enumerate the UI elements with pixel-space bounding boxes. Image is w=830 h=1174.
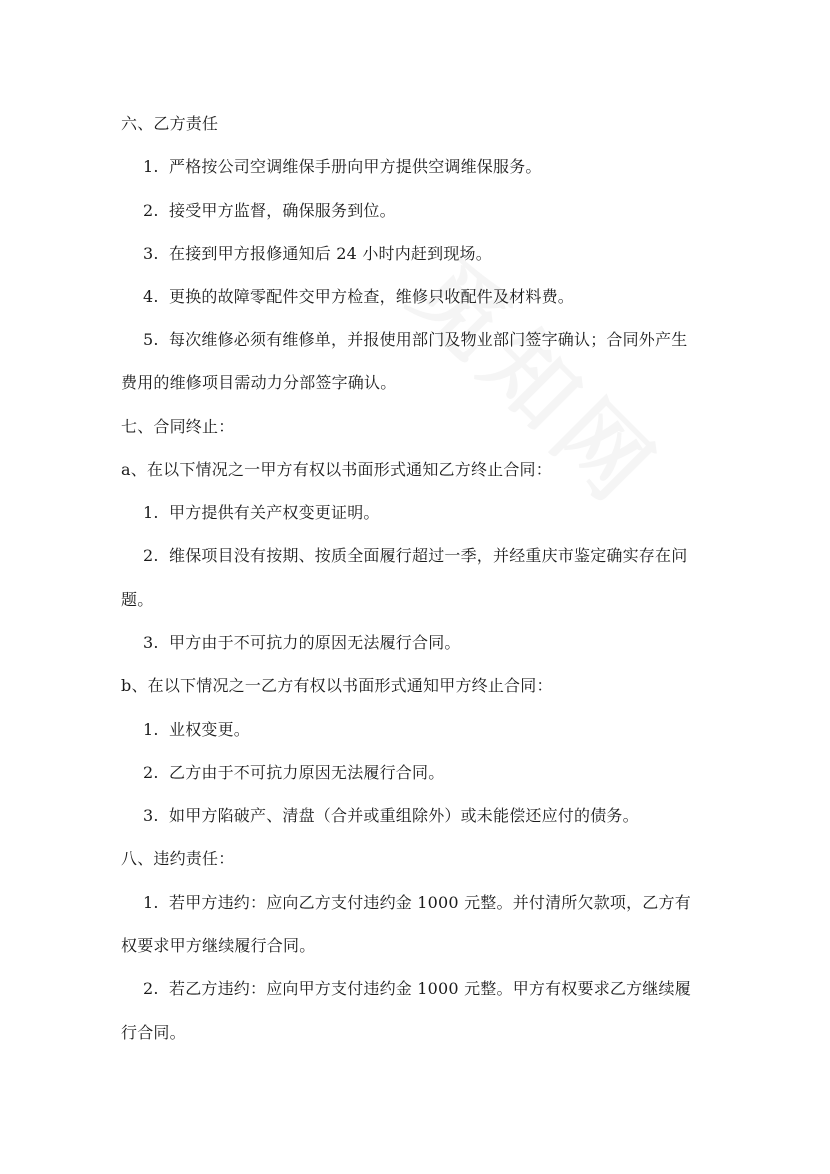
line-text: 费用的维修项目需动力分部签字确认。 <box>121 373 397 392</box>
line-text: 如甲方陷破产、清盘（合并或重组除外）或未能偿还应付的债务。 <box>169 806 639 825</box>
section-heading-8 <box>121 849 234 869</box>
line-text: 行合同。 <box>121 1023 186 1042</box>
list-number: 2. <box>143 979 159 998</box>
list-number: 1. <box>143 720 159 739</box>
line-text: 接受甲方监督，确保服务到位。 <box>169 201 396 220</box>
line-text: 甲方提供有关产权变更证明。 <box>169 503 380 522</box>
list-item <box>143 806 639 826</box>
continuation-line <box>121 936 315 956</box>
list-item <box>143 763 444 783</box>
line-text: 权要求甲方继续履行合同。 <box>121 936 316 955</box>
continuation-line <box>121 373 396 393</box>
line-text: a、在以下情况之一甲方有权以书面形式通知乙方终止合同： <box>121 460 552 479</box>
line-text: 六、乙方责任 <box>121 114 219 133</box>
list-item <box>143 893 691 913</box>
list-number: 4. <box>143 287 159 306</box>
subsection-heading-b <box>121 676 553 696</box>
line-text: 乙方由于不可抗力原因无法履行合同。 <box>169 763 445 782</box>
line-text: 业权变更。 <box>169 720 251 739</box>
list-number: 3. <box>143 806 159 825</box>
line-text: 若甲方违约：应向乙方支付违约金 1000 元整。并付清所欠款项，乙方有 <box>169 893 691 912</box>
list-item <box>143 201 396 221</box>
line-text: 八、违约责任： <box>121 849 235 868</box>
list-item <box>143 633 461 653</box>
continuation-line <box>121 1023 186 1043</box>
line-text: 在接到甲方报修通知后 24 小时内赶到现场。 <box>169 244 492 263</box>
list-number: 3. <box>143 633 159 652</box>
line-text: 更换的故障零配件交甲方检查，维修只收配件及材料费。 <box>169 287 575 306</box>
list-number: 3. <box>143 244 159 263</box>
line-text: 甲方由于不可抗力的原因无法履行合同。 <box>169 633 461 652</box>
list-item <box>143 157 542 177</box>
continuation-line <box>121 590 153 610</box>
line-text: 严格按公司空调维保手册向甲方提供空调维保服务。 <box>169 157 542 176</box>
list-item <box>143 720 250 740</box>
subsection-heading-a <box>121 460 552 480</box>
list-number: 1. <box>143 157 159 176</box>
list-item <box>143 330 687 350</box>
section-heading-6 <box>121 114 218 134</box>
list-item <box>143 287 574 307</box>
line-text: 若乙方违约：应向甲方支付违约金 1000 元整。甲方有权要求乙方继续履 <box>169 979 691 998</box>
line-text: b、在以下情况之一乙方有权以书面形式通知甲方终止合同： <box>121 676 553 695</box>
line-text: 题。 <box>121 590 154 609</box>
list-item <box>143 244 492 264</box>
list-item <box>143 979 691 999</box>
list-number: 5. <box>143 330 159 349</box>
list-item <box>143 503 380 523</box>
section-heading-7 <box>121 417 234 437</box>
list-number: 2. <box>143 201 159 220</box>
line-text: 维保项目没有按期、按质全面履行超过一季，并经重庆市鉴定确实存在问 <box>169 546 688 565</box>
list-number: 1. <box>143 893 159 912</box>
list-number: 1. <box>143 503 159 522</box>
line-text: 七、合同终止： <box>121 417 235 436</box>
list-number: 2. <box>143 546 159 565</box>
list-item <box>143 546 687 566</box>
line-text: 每次维修必须有维修单，并报使用部门及物业部门签字确认；合同外产生 <box>169 330 688 349</box>
list-number: 2. <box>143 763 159 782</box>
